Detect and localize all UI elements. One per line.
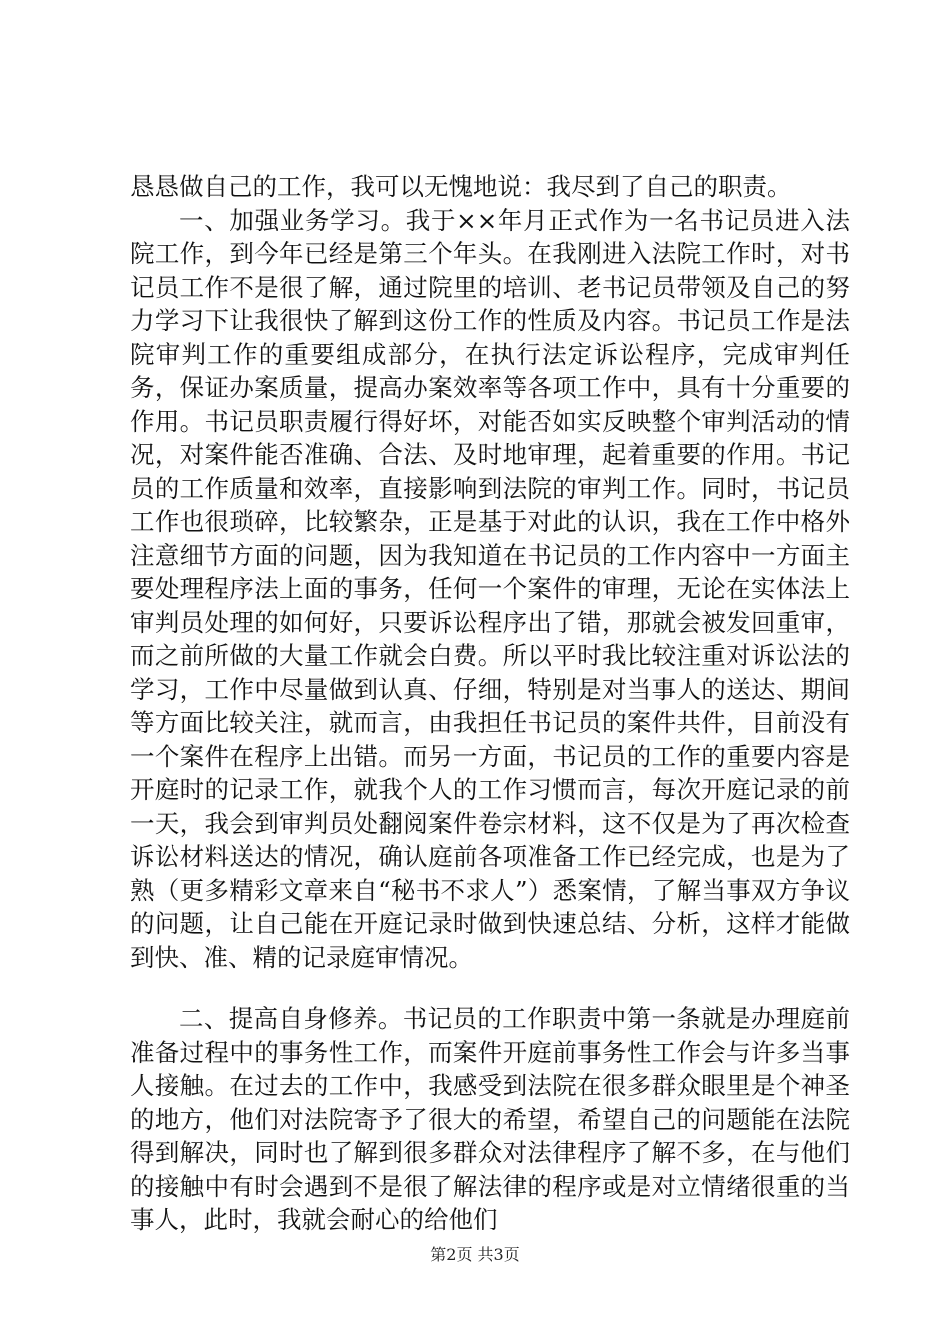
paragraph-continuation: 恳恳做自己的工作，我可以无愧地说：我尽到了自己的职责。 — [130, 172, 792, 201]
paragraph-self-cultivation: 二、提高自身修养。书记员的工作职责中第一条就是办理庭前准备过程中的事务性工作，而案件开庭前事务性工作会与许多当事人接触。在过去的工作中，我感受到法院在很多群众眼里是个神圣的地方，他们对法院寄予了很大的希望，希望自己的问题能在法院得到解决，同时也了解到很多群众对法律程序了解不多，在与他们的接触中有时会遇到不是很了解法律的程序或是对立情绪很重的当事人，此时，我就会耐心的给他们 — [130, 1004, 850, 1234]
paragraph-business-study: 一、加强业务学习。我于××年月正式作为一名书记员进入法院工作，到今年已经是第三个年头。在我刚进入法院工作时，对书记员工作不是很了解，通过院里的培训、老书记员带领及自己的努力学习下让我很快了解到这份工作的性质及内容。书记员工作是法院审判工作的重要组成部分，在执行法定诉讼程序，完成审判任务，保证办案质量，提高办案效率等各项工作中，具有十分重要的作用。书记员职责履行得好坏，对能否如实反映整个审判活动的情况，对案件能否准确、合法、及时地审理，起着重要的作用。书记员的工作质量和效率，直接影响到法院的审判工作。同时，书记员工作也很琐碎，比较繁杂，正是基于对此的认识，我在工作中格外注意细节方面的问题，因为我知道在书记员的工作内容中一方面主要处理程序法上面的事务，任何一个案件的审理，无论在实体法上审判员处理的如何好，只要诉讼程序出了错，那就会被发回重审，而之前所做的大量工作就会白费。所以平时我比较注重对诉讼法的学习，工作中尽量做到认真、仔细，特别是对当事人的送达、期间等方面比较关注，就而言，由我担任书记员的案件共件，目前没有一个案件在程序上出错。而另一方面，书记员的工作的重要内容是开庭时的记录工作，就我个人的工作习惯而言，每次开庭记录的前一天，我会到审判员处翻阅案件卷宗材料，这不仅是为了再次检查诉讼材料送达的情况，确认庭前各项准备工作已经完成，也是为了熟（更多精彩文章来自“秘书不求人”）悉案情，了解当事双方争议的问题，让自己能在开庭记录时做到快速总结、分析，这样才能做到快、准、精的记录庭审情况。 — [130, 205, 850, 972]
document-body — [130, 170, 850, 1237]
paragraph-gap — [130, 974, 850, 1002]
page-number-footer: 第2页 共3页 — [430, 1245, 520, 1264]
